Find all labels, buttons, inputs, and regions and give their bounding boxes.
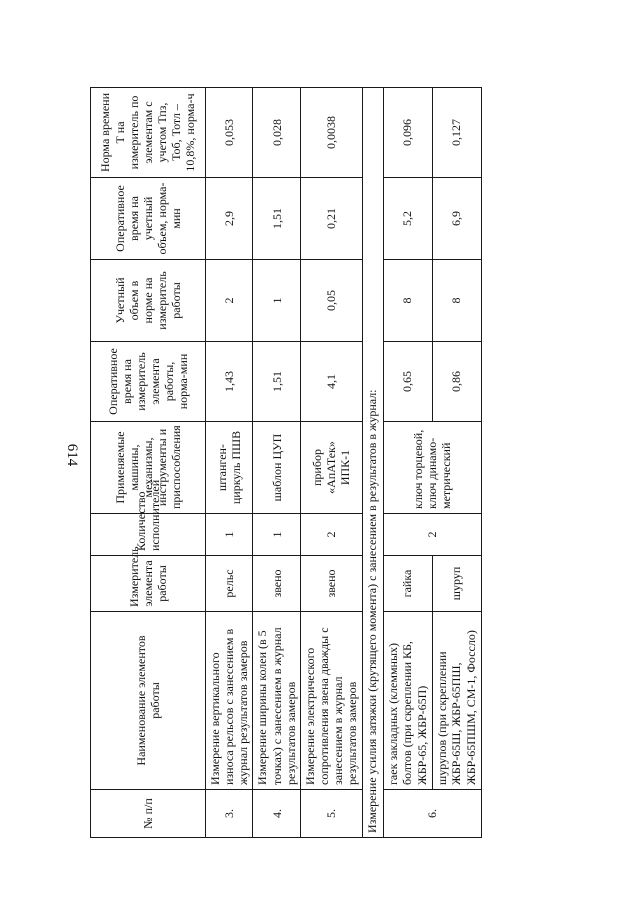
cell-optime-vol: 2,9: [206, 178, 253, 260]
cell-tools: прибор «АпАТек» ИПК-1: [300, 422, 362, 514]
norms-table: [90, 87, 482, 838]
cell-norm: 0,053: [206, 88, 253, 178]
cell-optime-vol: 0,21: [300, 178, 362, 260]
cell-optime-vol: 1,51: [253, 178, 300, 260]
col-header-meter: Измеритель элемента работы: [91, 556, 206, 612]
cell-count: 1: [253, 514, 300, 556]
cell-meter: рельс: [206, 556, 253, 612]
cell-norm: 0,096: [383, 88, 432, 178]
cell-meter: шуруп: [432, 556, 481, 612]
cell-norm: 0,127: [432, 88, 481, 178]
cell-meter: звено: [300, 556, 362, 612]
col-header-num: № п/п: [91, 790, 206, 838]
cell-optime-elem: 1,43: [206, 342, 253, 422]
cell-name: гаек закладных (клеммных) болтов (при скреплении КБ, ЖБР-65, ЖБР-65П): [383, 612, 432, 790]
col-header-norm: Норма времени Т на измеритель по элементам с учетом Тпз, Тоб, Тотл – 10,8%, норма-ч: [91, 88, 206, 178]
header-row: [91, 88, 206, 838]
col-header-optime-vol: Оперативное время на учетный объем, норма-мин: [91, 178, 206, 260]
cell-name: Измерение электрического сопротивления звена дважды с занесением в журнал результатов замеров: [300, 612, 362, 790]
col-header-tools: Применяемые машины, механизмы, инструменты и приспособления: [91, 422, 206, 514]
cell-count: 1: [206, 514, 253, 556]
cell-volume: 2: [206, 260, 253, 342]
cell-norm: 0,028: [253, 88, 300, 178]
cell-optime-elem: 4,1: [300, 342, 362, 422]
cell-name: Измерение ширины колеи (в 5 точках) с занесением в журнал результатов замеров: [253, 612, 300, 790]
cell-meter: звено: [253, 556, 300, 612]
cell-tools: ключ торцевой, ключ динамо-метрический: [383, 422, 481, 514]
cell-volume: 8: [432, 260, 481, 342]
cell-volume: 0,05: [300, 260, 362, 342]
section-row: [362, 88, 383, 838]
table-row: [206, 88, 253, 838]
cell-num: 5.: [300, 790, 362, 838]
cell-optime-vol: 6,9: [432, 178, 481, 260]
cell-optime-elem: 0,86: [432, 342, 481, 422]
page-number: 614: [64, 443, 80, 467]
col-header-count: Количество исполнителей: [91, 514, 206, 556]
col-header-name: Наименование элементов работы: [91, 612, 206, 790]
cell-count: 2: [300, 514, 362, 556]
cell-name: Измерение вертикального износа рельсов с занесением в журнал результатов замеров: [206, 612, 253, 790]
cell-optime-elem: 0,65: [383, 342, 432, 422]
table-row: [383, 88, 432, 838]
table-row: [300, 88, 362, 838]
cell-optime-vol: 5,2: [383, 178, 432, 260]
section-title: Измерение усилия затяжки (крутящего момента) с занесением в результатов в журнал:: [362, 88, 383, 838]
cell-volume: 1: [253, 260, 300, 342]
cell-norm: 0,0038: [300, 88, 362, 178]
cell-volume: 8: [383, 260, 432, 342]
col-header-optime-elem: Оперативное время на измеритель элемента работы, норма-мин: [91, 342, 206, 422]
cell-tools: штанген-циркуль ПШВ: [206, 422, 253, 514]
rotated-table-container: [90, 88, 478, 838]
cell-tools: шаблон ЦУП: [253, 422, 300, 514]
cell-num: 6.: [383, 790, 481, 838]
table-row: [253, 88, 300, 838]
col-header-volume: Учетный объем в норме на измеритель работы: [91, 260, 206, 342]
cell-optime-elem: 1,51: [253, 342, 300, 422]
cell-num: 4.: [253, 790, 300, 838]
cell-num: 3.: [206, 790, 253, 838]
cell-name: шурупов (при скреплении ЖБР-65Ш, ЖБР-65ПШ, ЖБР-65ПШМ, СМ-1, Фоссло): [432, 612, 481, 790]
cell-meter: гайка: [383, 556, 432, 612]
cell-count: 2: [383, 514, 481, 556]
